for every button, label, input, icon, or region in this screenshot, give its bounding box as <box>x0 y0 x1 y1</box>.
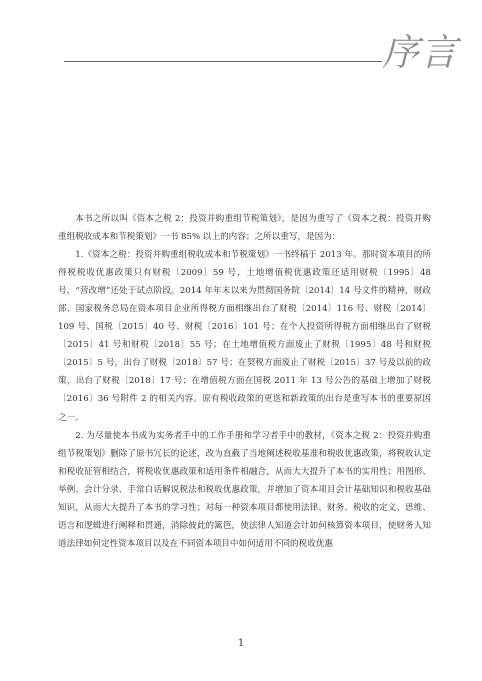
preface-body <box>58 210 431 553</box>
page-title: 序言 <box>382 31 458 74</box>
page-number: 1 <box>237 638 245 649</box>
paragraph-reason-1: 1.《资本之税：投资并购重组税收成本和节税策划》一书终稿于 2013 年。那时资本项目的所得税税收优惠政策只有财税〔2009〕59 号，土地增值税优惠政策还适用财税〔1995〕48 号，“营改增”还处于试点阶段。2014 年年末以来为贯彻国务院〔2014〕14 号文件的精神，财政部、国家税务总局在资本项目企业所得税方面相继出台了财税〔2014〕116 号、财税〔2014〕109 号、国税〔2015〕40 号、财税〔2016〕101 号；在个人投资所得税方面相继出台了财税〔2015〕41 号和财税〔2018〕55 号；在土地增值税方面废止了财税〔1995〕48 号和财税〔2015〕5 号，出台了财税〔2018〕57 号；在契税方面废止了财税〔2015〕37 号及以前的政策，出台了财税〔2018〕17 号；在增值税方面在国税 2011 年 13 号公告的基础上增加了财税〔2016〕36 号附件 2 的相关内容。原有税收政策的更迭和新政策的出台是重写本书的重要原因之一。 <box>58 250 431 423</box>
paragraph-reason-2: 2. 为尽量使本书成为实务者手中的工作手册和学习者手中的教材，《资本之税 2：投资并购重组节税策划》删除了原书冗长的论述，改为直截了当地阐述税收基准和税收优惠政策，将税收认定和税收征管相结合，将税收优惠政策和适用条件相融合，从而大大提升了本书的实用性；用图形、举例、会计分录、手常白话解说税法和税收优惠政策，并增加了资本项目会计基础知识和税收基础知识，从而大大提升了本书的学习性；对每一种资本项目都使用法律、财务、税收的定义、思维、语言和逻辑进行阐释和贯通，消除彼此的篱笆，使法律人知道会计如何核算资本项目，使财务人知道法律如何定性资本项目以及在不同资本项目中如何适用不同的税收优惠 <box>58 430 431 549</box>
paragraph-intro: 本书之所以叫《资本之税 2：投资并购重组节税策划》，是因为重写了《资本之税：投资并购重组税收成本和节税策划》一书 85% 以上的内容；之所以重写，是因为： <box>58 214 431 243</box>
header-rule <box>64 61 382 62</box>
